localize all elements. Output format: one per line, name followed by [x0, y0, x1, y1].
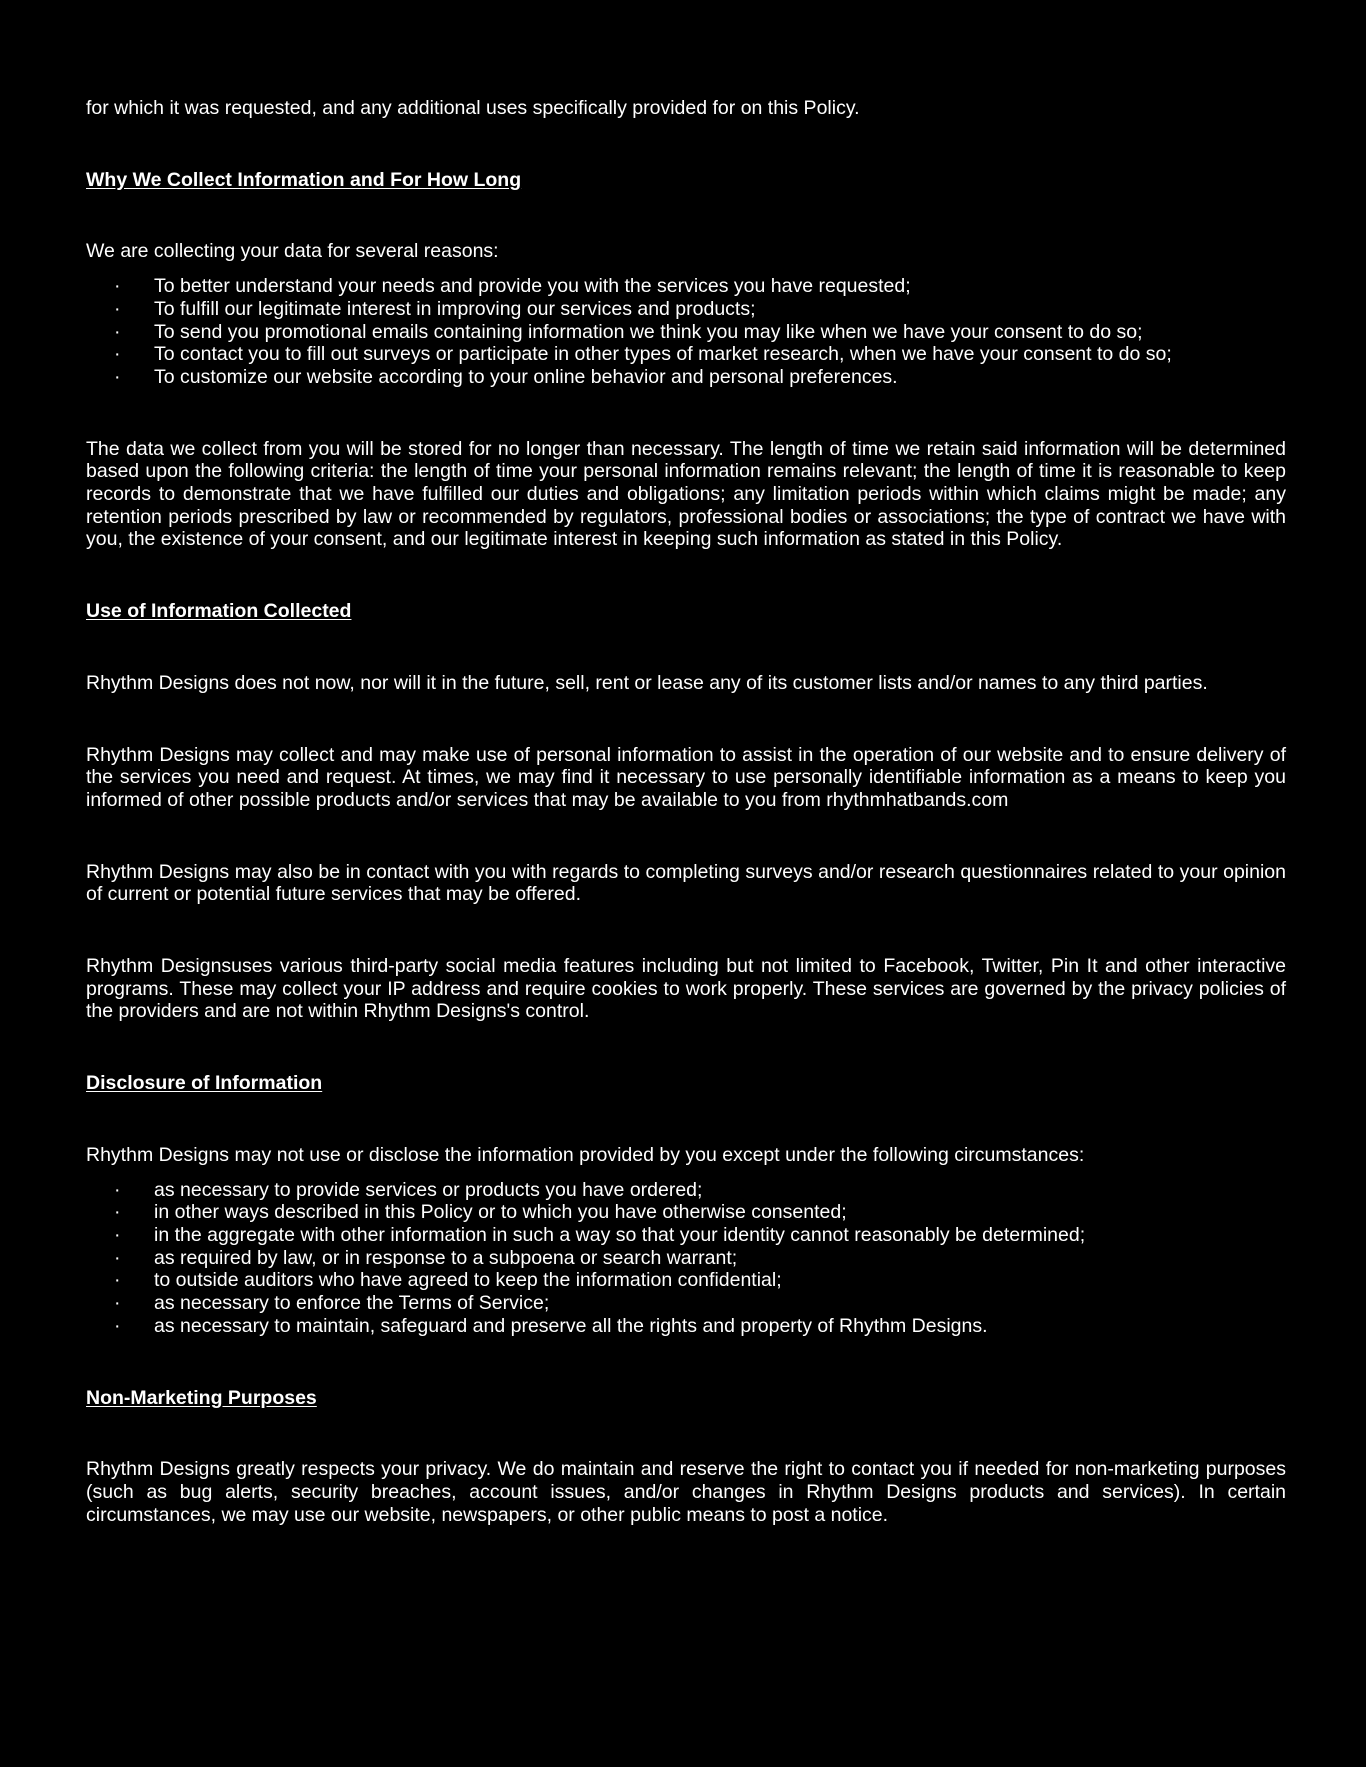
bullet-icon: ·: [114, 1314, 121, 1337]
policy-page: [86, 97, 1286, 1526]
list-item: · as necessary to provide services or products you have ordered;: [114, 1178, 703, 1201]
heading-disclosure: Disclosure of Information: [86, 1072, 323, 1095]
list-item: · as necessary to enforce the Terms of Service;: [114, 1292, 550, 1315]
list-item: · in the aggregate with other information in such a way so that your identity cannot reasonably be determined;: [114, 1223, 1086, 1246]
list-item: · as necessary to maintain, safeguard and preserve all the rights and property of Rhythm Designs.: [114, 1314, 988, 1337]
why-reasons-list: [86, 275, 1286, 389]
bullet-icon: ·: [114, 1223, 121, 1246]
bullet-icon: ·: [114, 320, 121, 343]
use-paragraph-no-sale: Rhythm Designs does not now, nor will it in the future, sell, rent or lease any of its customer lists and/or names to any third parties.: [86, 671, 1208, 694]
list-item: · as required by law, or in response to a subpoena or search warrant;: [114, 1246, 738, 1269]
heading-use-of-information: Use of Information Collected: [86, 600, 352, 623]
bullet-icon: ·: [114, 297, 121, 320]
use-paragraph-operation: Rhythm Designs may collect and may make use of personal information to assist in the operation of our website and to ensure delivery of the services you need and request. At times, we may find it necessary to use personally identifiable information as a means to keep you informed of other possible products and/or services that may be available to you from rhythmhatbands.com: [86, 743, 1286, 811]
heading-non-marketing: Non-Marketing Purposes: [86, 1386, 317, 1409]
bullet-icon: ·: [114, 1269, 121, 1292]
bullet-icon: ·: [114, 1201, 121, 1224]
list-item: · To contact you to fill out surveys or participate in other types of market research, when we have your consent to do so;: [114, 343, 1172, 366]
bullet-icon: ·: [114, 1246, 121, 1269]
bullet-icon: ·: [114, 365, 121, 388]
use-paragraph-social-media: Rhythm Designsuses various third-party social media features including but not limited to Facebook, Twitter, Pin It and other interactive programs. These may collect your IP address and require cookies to work properly. These services are governed by the privacy policies of the providers and are not within Rhythm Designs's control.: [86, 955, 1286, 1023]
intro-tail-paragraph: for which it was requested, and any additional uses specifically provided for on this Policy.: [86, 97, 860, 119]
list-item: · to outside auditors who have agreed to keep the information confidential;: [114, 1269, 782, 1292]
bullet-icon: ·: [114, 275, 121, 298]
bullet-icon: ·: [114, 343, 121, 366]
retention-paragraph: The data we collect from you will be stored for no longer than necessary. The length of time we retain said information will be determined based upon the following criteria: the length of time your personal information remains relevant; the length of time it is reasonable to keep records to demonstrate that we have fulfilled our duties and obligations; any limitation periods within which claims might be made; any retention periods prescribed by law or recommended by regulators, professional bodies or associations; the type of contract we have with you, the existence of your consent, and our legitimate interest in keeping such information as stated in this Policy.: [86, 437, 1286, 551]
use-paragraph-surveys: Rhythm Designs may also be in contact with you with regards to completing surveys and/or research questionnaires related to your opinion of current or potential future services that may be offered.: [86, 860, 1286, 906]
bullet-icon: ·: [114, 1292, 121, 1315]
heading-why-we-collect: Why We Collect Information and For How Long: [86, 168, 522, 191]
why-lead-paragraph: We are collecting your data for several reasons:: [86, 240, 499, 263]
list-item: · in other ways described in this Policy or to which you have otherwise consented;: [114, 1201, 847, 1224]
list-item: · To customize our website according to your online behavior and personal preferences.: [114, 365, 898, 388]
non-marketing-paragraph: Rhythm Designs greatly respects your privacy. We do maintain and reserve the right to contact you if needed for non-marketing purposes (such as bug alerts, security breaches, account issues, and/or changes in Rhythm Designs products and services). In certain circumstances, we may use our website, newspapers, or other public means to post a notice.: [86, 1458, 1286, 1526]
bullet-icon: ·: [114, 1178, 121, 1201]
disclosure-circumstances-list: [86, 1179, 1286, 1338]
disclosure-lead-paragraph: Rhythm Designs may not use or disclose the information provided by you except under the following circumstances:: [86, 1143, 1085, 1166]
list-item: · To send you promotional emails containing information we think you may like when we have your consent to do so;: [114, 320, 1143, 343]
list-item: · To fulfill our legitimate interest in improving our services and products;: [114, 297, 756, 320]
list-item: · To better understand your needs and provide you with the services you have requested;: [114, 275, 911, 298]
